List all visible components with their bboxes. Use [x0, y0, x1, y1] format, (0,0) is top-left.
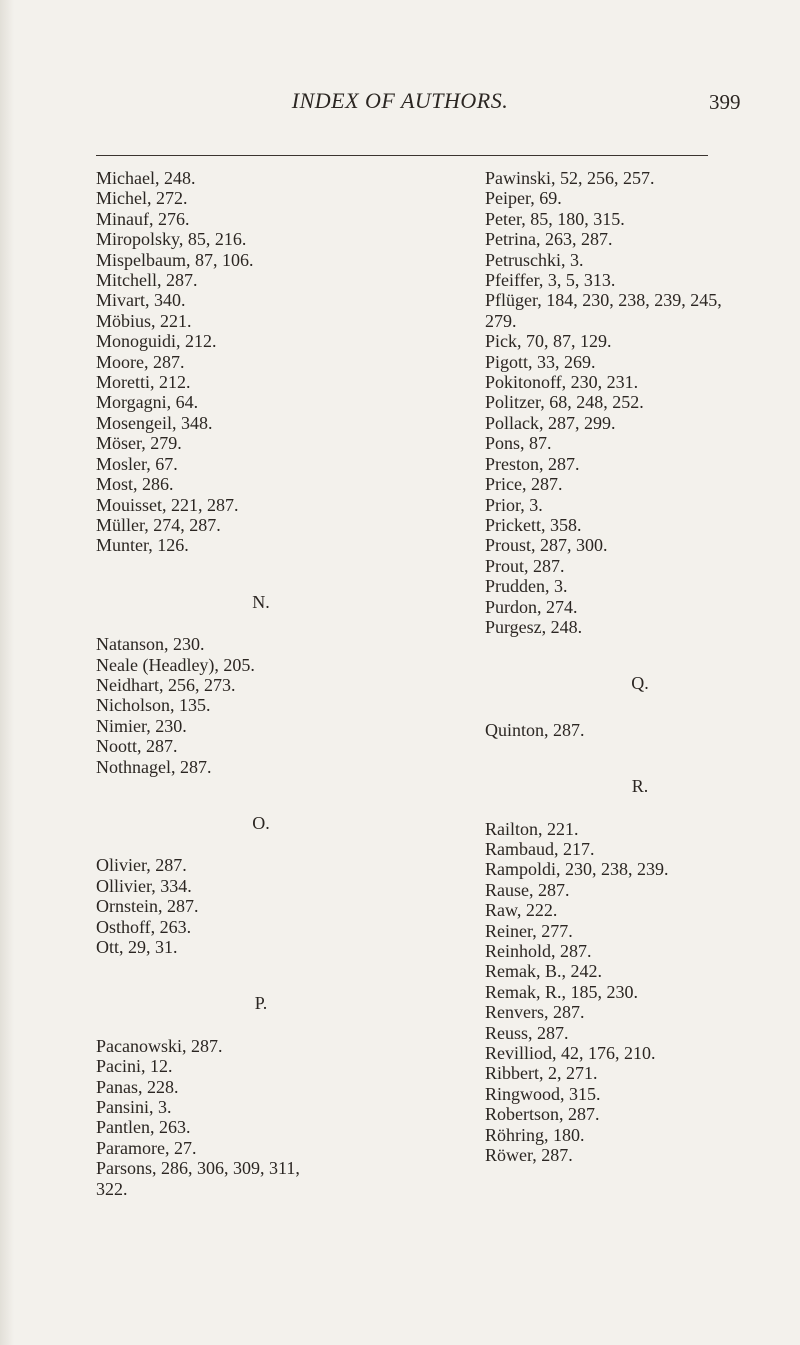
index-entry: Mosler, 67. — [96, 453, 178, 474]
index-entry: Reiner, 277. — [485, 920, 573, 941]
index-entry: 279. — [485, 310, 517, 331]
index-entry: Preston, 287. — [485, 453, 580, 474]
index-entry: Mispelbaum, 87, 106. — [96, 249, 254, 270]
index-entry: Revilliod, 42, 176, 210. — [485, 1043, 656, 1063]
index-entry: Moore, 287. — [96, 351, 185, 372]
header-rule — [96, 155, 708, 156]
index-entry: Ornstein, 287. — [96, 896, 199, 917]
index-entry: Pick, 70, 87, 129. — [485, 331, 612, 352]
index-entry: Peiper, 69. — [485, 188, 562, 209]
index-entry: Petruschki, 3. — [485, 249, 584, 270]
index-entry: Quinton, 287. — [485, 719, 585, 740]
right-column — [485, 168, 795, 1165]
index-entry: Pokitonoff, 230, 231. — [485, 372, 639, 393]
index-entry: Rampoldi, 230, 238, 239. — [485, 859, 669, 880]
section-o-list — [96, 855, 426, 957]
index-entry: Reinhold, 287. — [485, 940, 592, 961]
index-entry: Renvers, 287. — [485, 1002, 585, 1023]
index-entry: Neale (Headley), 205. — [96, 654, 255, 675]
index-entry: Ribbert, 2, 271. — [485, 1063, 598, 1084]
index-entry: Rause, 287. — [485, 879, 570, 900]
index-entry: Pigott, 33, 269. — [485, 351, 596, 372]
index-entry: Pfeiffer, 3, 5, 313. — [485, 270, 616, 291]
index-entry: Prudden, 3. — [485, 576, 568, 597]
index-entry: Most, 286. — [96, 474, 174, 495]
section-r-list — [485, 819, 795, 1166]
index-entry: Prior, 3. — [485, 494, 543, 515]
index-entry: Remak, R., 185, 230. — [485, 981, 638, 1002]
index-entry: Röhring, 180. — [485, 1124, 585, 1145]
running-title: INDEX OF AUTHORS. — [291, 88, 509, 113]
index-entry: Pacini, 12. — [96, 1056, 173, 1077]
index-entry: Ringwood, 315. — [485, 1083, 601, 1104]
section-n-list — [96, 634, 426, 777]
index-entry: Mivart, 340. — [96, 290, 186, 311]
index-entry: Politzer, 68, 248, 252. — [485, 392, 644, 413]
index-entry: Prout, 287. — [485, 555, 565, 576]
page-edge-shadow — [0, 0, 14, 1345]
left-column — [96, 168, 426, 1199]
index-entry: Raw, 222. — [485, 900, 558, 921]
index-entry: Monoguidi, 212. — [96, 331, 217, 352]
index-entry: Peter, 85, 180, 315. — [485, 208, 625, 229]
index-entry: Purdon, 274. — [485, 596, 578, 617]
index-entry: Mosengeil, 348. — [96, 412, 213, 433]
index-entry: Ott, 29, 31. — [96, 936, 178, 957]
index-entry: Michel, 272. — [96, 188, 188, 209]
index-entry: Noott, 287. — [96, 736, 178, 757]
index-entry: Morgagni, 64. — [96, 392, 199, 413]
index-entry: Pawinski, 52, 256, 257. — [485, 168, 655, 188]
section-p-continued-list — [485, 168, 795, 637]
index-entry: Müller, 274, 287. — [96, 514, 221, 535]
index-entry: Olivier, 287. — [96, 855, 187, 876]
index-entry: Pollack, 287, 299. — [485, 412, 616, 433]
section-m-list — [96, 168, 426, 556]
section-q-list — [485, 720, 795, 740]
index-entry: Osthoff, 263. — [96, 916, 192, 937]
section-letter-p: P. — [254, 993, 268, 1014]
index-entry: Reuss, 287. — [485, 1022, 569, 1043]
index-entry: Röwer, 287. — [485, 1145, 573, 1166]
index-entry: Mitchell, 287. — [96, 270, 198, 291]
section-letter-o: O. — [252, 812, 270, 833]
index-entry: Railton, 221. — [485, 818, 579, 839]
index-entry: Purgesz, 248. — [485, 616, 583, 637]
index-entry: Möser, 279. — [96, 433, 182, 454]
index-entry: Parsons, 286, 306, 309, 311, — [96, 1158, 300, 1179]
index-entry: Nothnagel, 287. — [96, 756, 212, 777]
section-p-list — [96, 1036, 426, 1199]
section-letter-q: Q. — [631, 673, 649, 694]
index-entry: Remak, B., 242. — [485, 961, 602, 982]
index-entry: Robertson, 287. — [485, 1104, 600, 1125]
section-letter-r: R. — [631, 776, 649, 797]
index-entry: Natanson, 230. — [96, 634, 205, 655]
index-entry: Prickett, 358. — [485, 514, 582, 535]
index-entry: Michael, 248. — [96, 168, 196, 188]
index-entry: Nicholson, 135. — [96, 695, 211, 716]
index-entry: 322. — [96, 1178, 128, 1199]
index-entry: Pansini, 3. — [96, 1096, 172, 1117]
index-entry: Mouisset, 221, 287. — [96, 494, 239, 515]
index-entry: Petrina, 263, 287. — [485, 229, 613, 250]
page-number: 399 — [709, 90, 741, 114]
section-letter-n: N. — [252, 591, 270, 612]
index-entry: Ollivier, 334. — [96, 875, 192, 896]
index-entry: Munter, 126. — [96, 535, 189, 556]
index-entry: Panas, 228. — [96, 1076, 179, 1097]
index-entry: Pons, 87. — [485, 433, 552, 454]
index-entry: Pacanowski, 287. — [96, 1035, 223, 1056]
index-entry: Miropolsky, 85, 216. — [96, 229, 247, 250]
index-entry: Möbius, 221. — [96, 310, 192, 331]
index-entry: Price, 287. — [485, 474, 563, 495]
index-entry: Minauf, 276. — [96, 208, 190, 229]
index-entry: Nimier, 230. — [96, 715, 187, 736]
index-entry: Pflüger, 184, 230, 238, 239, 245, — [485, 290, 722, 311]
index-entry: Rambaud, 217. — [485, 838, 595, 859]
index-entry: Pantlen, 263. — [96, 1117, 191, 1138]
index-entry: Moretti, 212. — [96, 372, 191, 393]
index-entry: Neidhart, 256, 273. — [96, 674, 236, 695]
index-entry: Paramore, 27. — [96, 1137, 197, 1158]
index-entry: Proust, 287, 300. — [485, 535, 608, 556]
